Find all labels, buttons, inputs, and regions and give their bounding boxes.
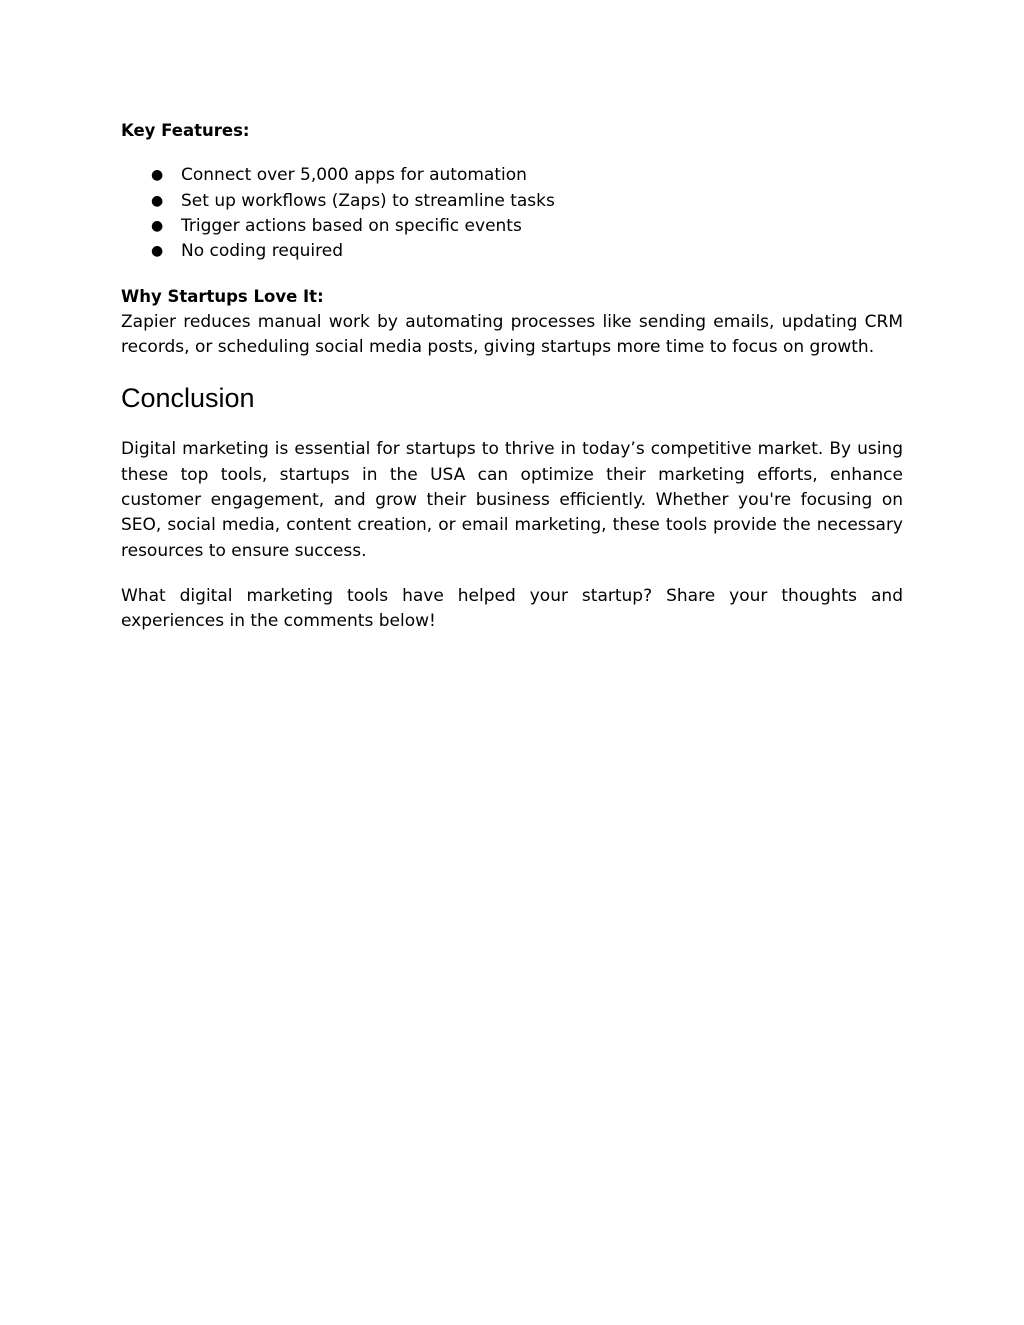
bullet-icon: ● (151, 217, 164, 234)
conclusion-heading: Conclusion (121, 383, 255, 414)
list-item (121, 239, 903, 264)
why-startups-heading: Why Startups Love It: (121, 287, 324, 307)
key-features-list (121, 163, 903, 264)
bullet-icon: ● (151, 192, 164, 209)
conclusion-paragraph-2: What digital marketing tools have helped your startup? Share your thoughts and experiences in the comments below! (121, 585, 903, 632)
document-content (121, 118, 903, 654)
list-item (121, 189, 903, 214)
bullet-icon: ● (151, 243, 164, 260)
list-item (121, 214, 903, 239)
why-startups-text: Zapier reduces manual work by automating processes like sending emails, updating CRM records, or scheduling social media posts, giving startups more time to focus on growth. (121, 311, 903, 358)
list-item-text: No coding required (181, 241, 343, 262)
list-item-text: Connect over 5,000 apps for automation (181, 165, 527, 186)
key-features-heading: Key Features: (121, 121, 250, 140)
bullet-icon: ● (151, 167, 164, 184)
list-item-text: Set up workflows (Zaps) to streamline tasks (181, 190, 555, 211)
list-item-text: Trigger actions based on specific events (181, 215, 522, 236)
list-item (121, 163, 903, 188)
conclusion-paragraph-1: Digital marketing is essential for startups to thrive in today’s competitive market. By using these top tools, startups in the USA can optimize their marketing efforts, enhance customer engagement, and grow their business efficiently. Whether you're focusing on SEO, social media, content creation, or email marketing, these tools provide the necessary resources to ensure success. (121, 439, 903, 561)
